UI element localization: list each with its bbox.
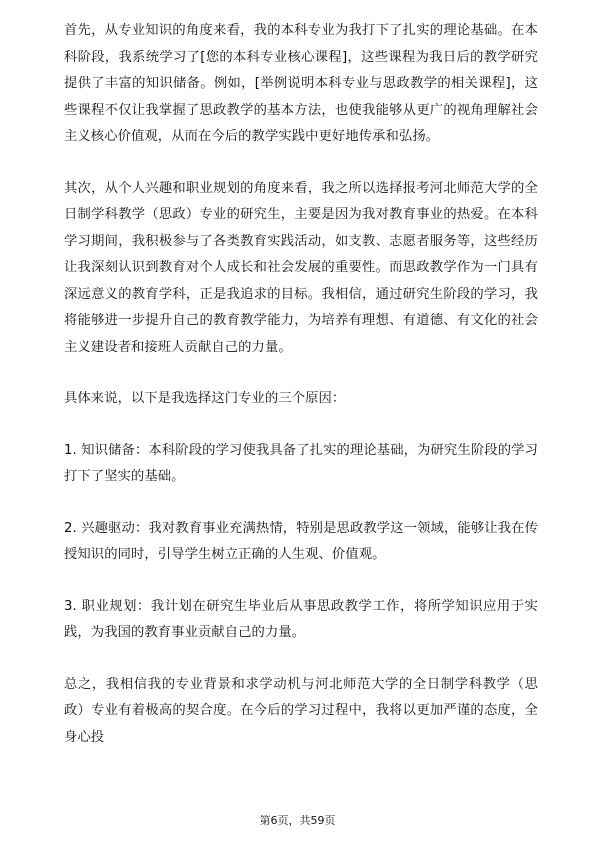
paragraph-conclusion: 总之，我相信我的专业背景和求学动机与河北师范大学的全日制学科教学（思政）专业有着极高的契合度。在今后的学习过程中，我将以更加严谨的态度，全身心投 <box>64 676 538 745</box>
page-number-footer: 第6页，共59页 <box>259 814 336 827</box>
paragraph-reasons-intro: 具体来说，以下是我选择这门专业的三个原因： <box>64 391 346 406</box>
paragraph-professional-knowledge: 首先，从专业知识的角度来看，我的本科专业为我打下了扎实的理论基础。在本科阶段，我系统学习了[您的本科专业核心课程]，这些课程为我日后的教学研究提供了丰富的知识储备。例如，[举例说明本科专业与思政教学的相关课程]，这些课程不仅让我掌握了思政教学的基本方法，也使我能够从更广的视角理解社会主义核心价值观，从而在今后的教学实践中更好地传承和弘扬。 <box>64 23 538 144</box>
paragraph-personal-interest: 其次，从个人兴趣和职业规划的角度来看，我之所以选择报考河北师范大学的全日制学科教学（思政）专业的研究生，主要是因为我对教育事业的热爱。在本科学习期间，我积极参与了各类教育实践活动，如支教、志愿者服务等，这些经历让我深刻认识到教育对个人成长和社会发展的重要性。而思政教学作为一门具有深远意义的教育学科，正是我追求的目标。我相信，通过研究生阶段的学习，我将能够进一步提升自己的教育教学能力，为培养有理想、有道德、有文化的社会主义建设者和接班人贡献自己的力量。 <box>64 180 538 355</box>
list-item-interest: 2. 兴趣驱动：我对教育事业充满热情，特别是思政教学这一领域，能够让我在传授知识的同时，引导学生树立正确的人生观、价值观。 <box>64 520 538 562</box>
document-body <box>64 18 538 776</box>
list-item-career: 3. 职业规划：我计划在研究生毕业后从事思政教学工作，将所学知识应用于实践，为我国的教育事业贡献自己的力量。 <box>64 598 538 640</box>
list-item-knowledge: 1. 知识储备：本科阶段的学习使我具备了扎实的理论基础，为研究生阶段的学习打下了坚实的基础。 <box>64 442 538 484</box>
